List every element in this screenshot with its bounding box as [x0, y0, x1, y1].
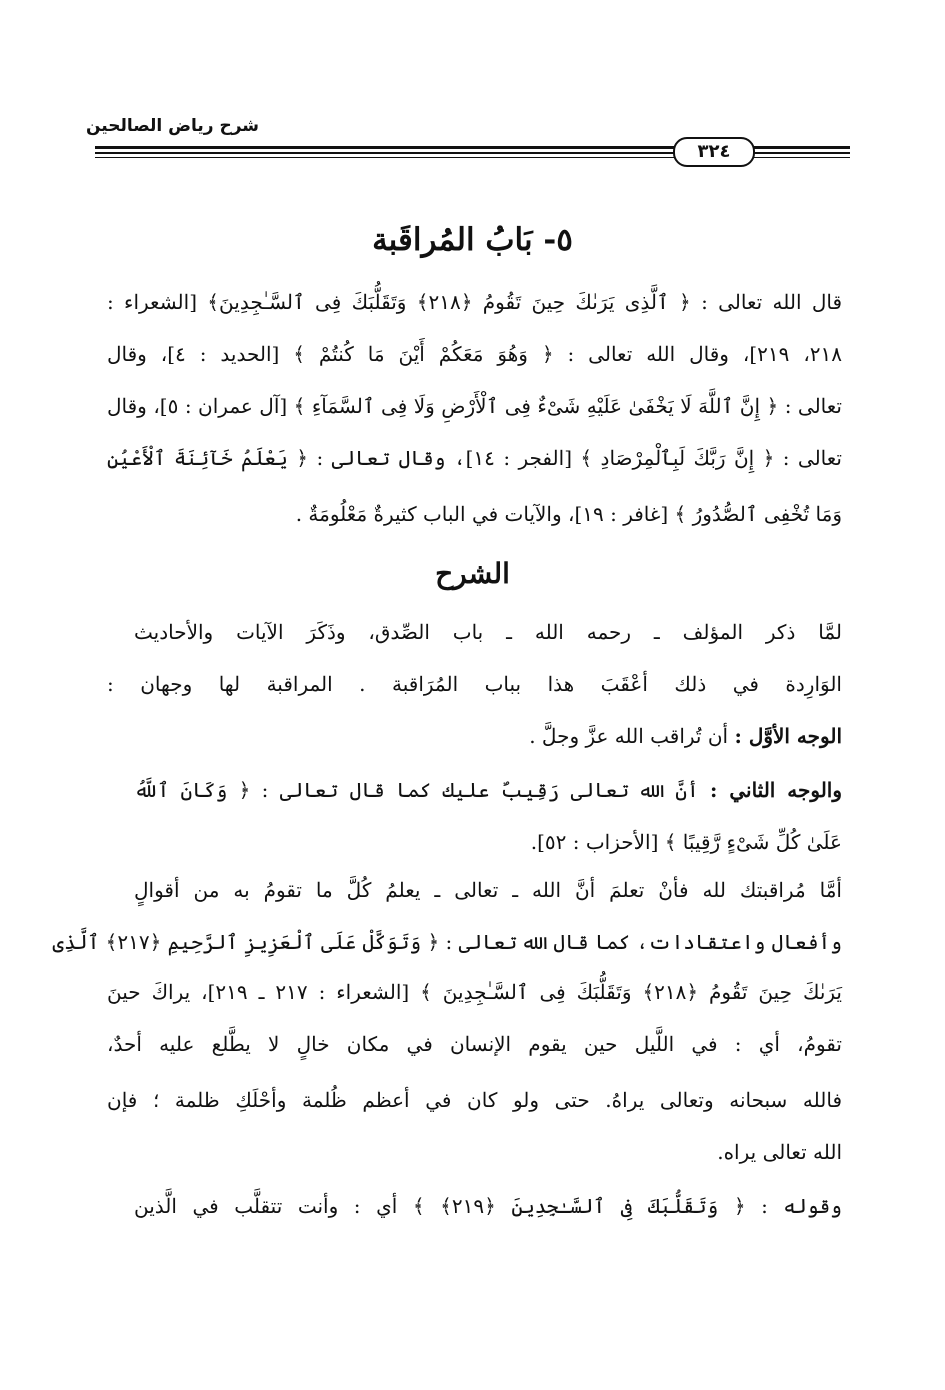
intro-line-1: قال الله تعالى : ﴿ ٱلَّذِى يَرَىٰكَ حِينَ تَقُومُ ﴿٢١٨﴾ وَتَقَلُّبَكَ فِى ٱلسَّـٰجِدِينَ﴾ [الشعراء : — [107, 290, 843, 314]
para1-line-2: الوَارِدة في ذلك أعْقَبَ هذا بباب المُرَاقبة . المراقبة لها وجهان : — [107, 672, 842, 696]
face-one-line — [134, 716, 842, 756]
sharh-heading: الشرح — [435, 557, 510, 590]
running-header-title: شرح رياض الصالحين — [85, 116, 259, 136]
face-two-line-2: عَلَىٰ كُلِّ شَىْءٍ رَّقِيبًا ﴾ [الأحزاب : ٥٢]. — [530, 830, 842, 854]
para2-line-1: أمَّا مُراقبتك لله فأنْ تعلمَ أنَّ الله ـ تعالى ـ يعلمُ كُلَّ ما تقومُ به من أقوالٍ — [134, 878, 842, 902]
intro-line-2: ٢١٨، ٢١٩]، وقال الله تعالى : ﴿ وَهُوَ مَعَكُمْ أَيْنَ مَا كُنتُمْ ﴾ [الحديد : ٤]، وقال — [107, 342, 843, 366]
face-one-label: الوجه الأوَّل : — [734, 724, 842, 748]
para2-line-6: الله تعالى يراه. — [717, 1140, 842, 1164]
intro-line-4: تعالى : ﴿ إِنَّ رَبَّكَ لَبِٱلْمِرْصَادِ ﴾ [الفجر : ١٤]، وقال تعالى : ﴿ يَعْلَمُ خَآئِنَةَ ٱلْأَعْيُنِ — [107, 446, 842, 470]
face-two-label: والوجه الثاني : — [710, 778, 842, 802]
para2-line-4: تقومُ، أي : في اللَّيل حين يقوم الإنسان في مكان خالٍ لا يطَّلع عليه أحدٌ، — [107, 1032, 842, 1056]
para3-line-1: وقوله : ﴿ وَتَقَلُّبَكَ فِى ٱلسَّـٰجِدِينَ ﴿٢١٩﴾ ﴾ أي : وأنت تتقلَّب في الَّذين — [134, 1194, 842, 1218]
intro-line-3: تعالى : ﴿ إِنَّ ٱللَّهَ لَا يَخْفَىٰ عَلَيْهِ شَىْءٌ فِى ٱلْأَرْضِ وَلَا فِى ٱلسَّمَآءِ ﴾ [آل عمران : ٥]، وقال — [107, 394, 842, 418]
chapter-title: ٥- بَابُ المُراقَبة — [372, 222, 573, 258]
face-two-text: أنَّ الله تعالى رَقِيبٌ عليك كما قال تعالى : ﴿ وَكَانَ ٱللَّهُ — [134, 778, 699, 802]
para1-line-1: لمَّا ذكر المؤلف ـ رحمه الله ـ باب الصِّدق، وذَكَرَ الآيات والأحاديث — [134, 620, 842, 644]
para2-line-3: يَرَىٰكَ حِينَ تَقُومُ ﴿٢١٨﴾ وَتَقَلُّبَكَ فِى ٱلسَّـٰجِدِينَ ﴾ [الشعراء : ٢١٧ ـ ٢١٩]، يراكَ حينَ — [107, 980, 842, 1004]
page-number: ٣٢٤ — [673, 137, 755, 167]
face-two-line-1 — [134, 770, 842, 810]
face-one-text: أن تُراقب الله عزَّ وجلَّ . — [529, 724, 729, 748]
para2-line-5: فالله سبحانه وتعالى يراهُ. حتى ولو كان في أعظم ظُلمة وأحْلَكِ ظلمة ؛ فإن — [107, 1088, 843, 1112]
intro-line-5: وَمَا تُخْفِى ٱلصُّدُورُ ﴾ [غافر : ١٩]، والآيات في الباب كثيرةٌ مَعْلُومَةٌ . — [295, 502, 842, 526]
para2-line-2: وأفعال واعتقادات، كما قال الله تعالى : ﴿ وَتَوَكَّلْ عَلَى ٱلْعَزِيزِ ٱلرَّحِيمِ ﴿٢١٧﴾ ٱلَّذِى — [52, 930, 842, 954]
